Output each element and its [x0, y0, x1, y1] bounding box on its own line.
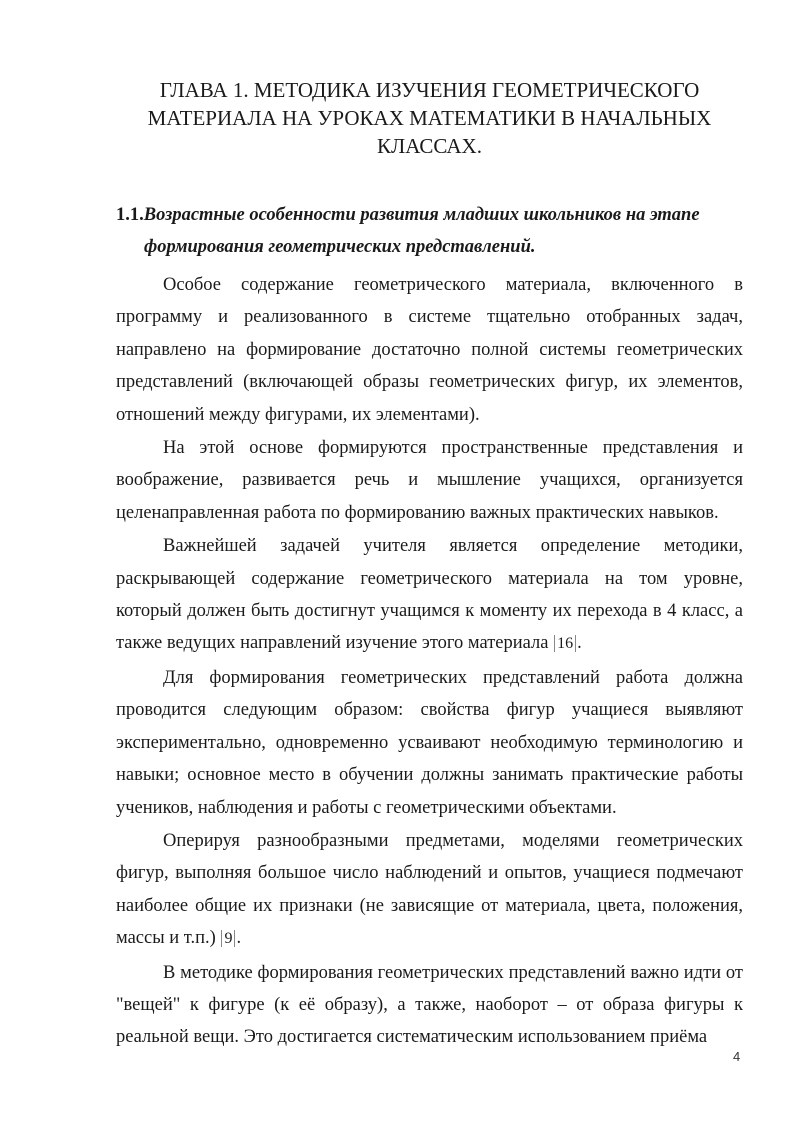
- paragraph: [116, 825, 743, 956]
- paragraph-text: В методике формирования геометрических представлений важно идти от "вещей" к фигуре (к её образу), а также, наоборот – от образа фигуры к реальной вещи. Это достигается систематическим использованием приёма: [116, 962, 743, 1048]
- paragraph-end: .: [236, 928, 242, 949]
- paragraph: [116, 662, 743, 824]
- section-heading: [116, 199, 743, 263]
- citation-reference: 9: [221, 930, 235, 947]
- paragraph: [116, 432, 743, 529]
- paragraph: [116, 530, 743, 661]
- chapter-title: ГЛАВА 1. МЕТОДИКА ИЗУЧЕНИЯ ГЕОМЕТРИЧЕСКОГО МАТЕРИАЛА НА УРОКАХ МАТЕМАТИКИ В НАЧАЛЬНЫХ КЛАССАХ.: [147, 78, 712, 158]
- citation-reference: 16: [554, 635, 576, 652]
- section-number: 1.1.: [116, 205, 144, 225]
- paragraph-end: .: [577, 633, 582, 654]
- section-title: Возрастные особенности развития младших школьников на этапе формирования геометрических представлений.: [143, 205, 700, 257]
- paragraph: [116, 269, 743, 431]
- paragraph-text: Важнейшей задачей учителя является определение методики, раскрывающей содержание геометрического материала на том уровне, который должен быть достигнут учащимся к моменту их перехода в 4 класс, а также ведущих направлений изучение этого материала: [116, 536, 743, 654]
- paragraph-text: Для формирования геометрических представлений работа должна проводится следующим образом: свойства фигур учащиеся выявляют экспериментально, одновременно усваивают необходимую терминологию и навыки; основное место в обучении должны занимать практические работы учеников, наблюдения и работы с геометрическими объектами.: [116, 667, 743, 818]
- paragraph-text: Особое содержание геометрического материала, включенного в программу и реализованного в системе тщательно отобранных задач, направлено на формирование достаточно полной системы геометрических представлений (включающей образы геометрических фигур, их элементов, отношений между фигурами, их элементами).: [116, 275, 743, 425]
- paragraph-text: На этой основе формируются пространственные представления и воображение, развивается речь и мышление учащихся, организуется целенаправленная работа по формированию важных практических навыков.: [116, 438, 743, 523]
- page-number: 4: [733, 1049, 741, 1064]
- paragraph: [116, 957, 743, 1054]
- paragraph-text: Оперируя разнообразными предметами, моделями геометрических фигур, выполняя большое число наблюдений и опытов, учащиеся подмечают наиболее общие их признаки (не зависящие от материала, цвета, положения, массы и т.п.): [116, 830, 743, 949]
